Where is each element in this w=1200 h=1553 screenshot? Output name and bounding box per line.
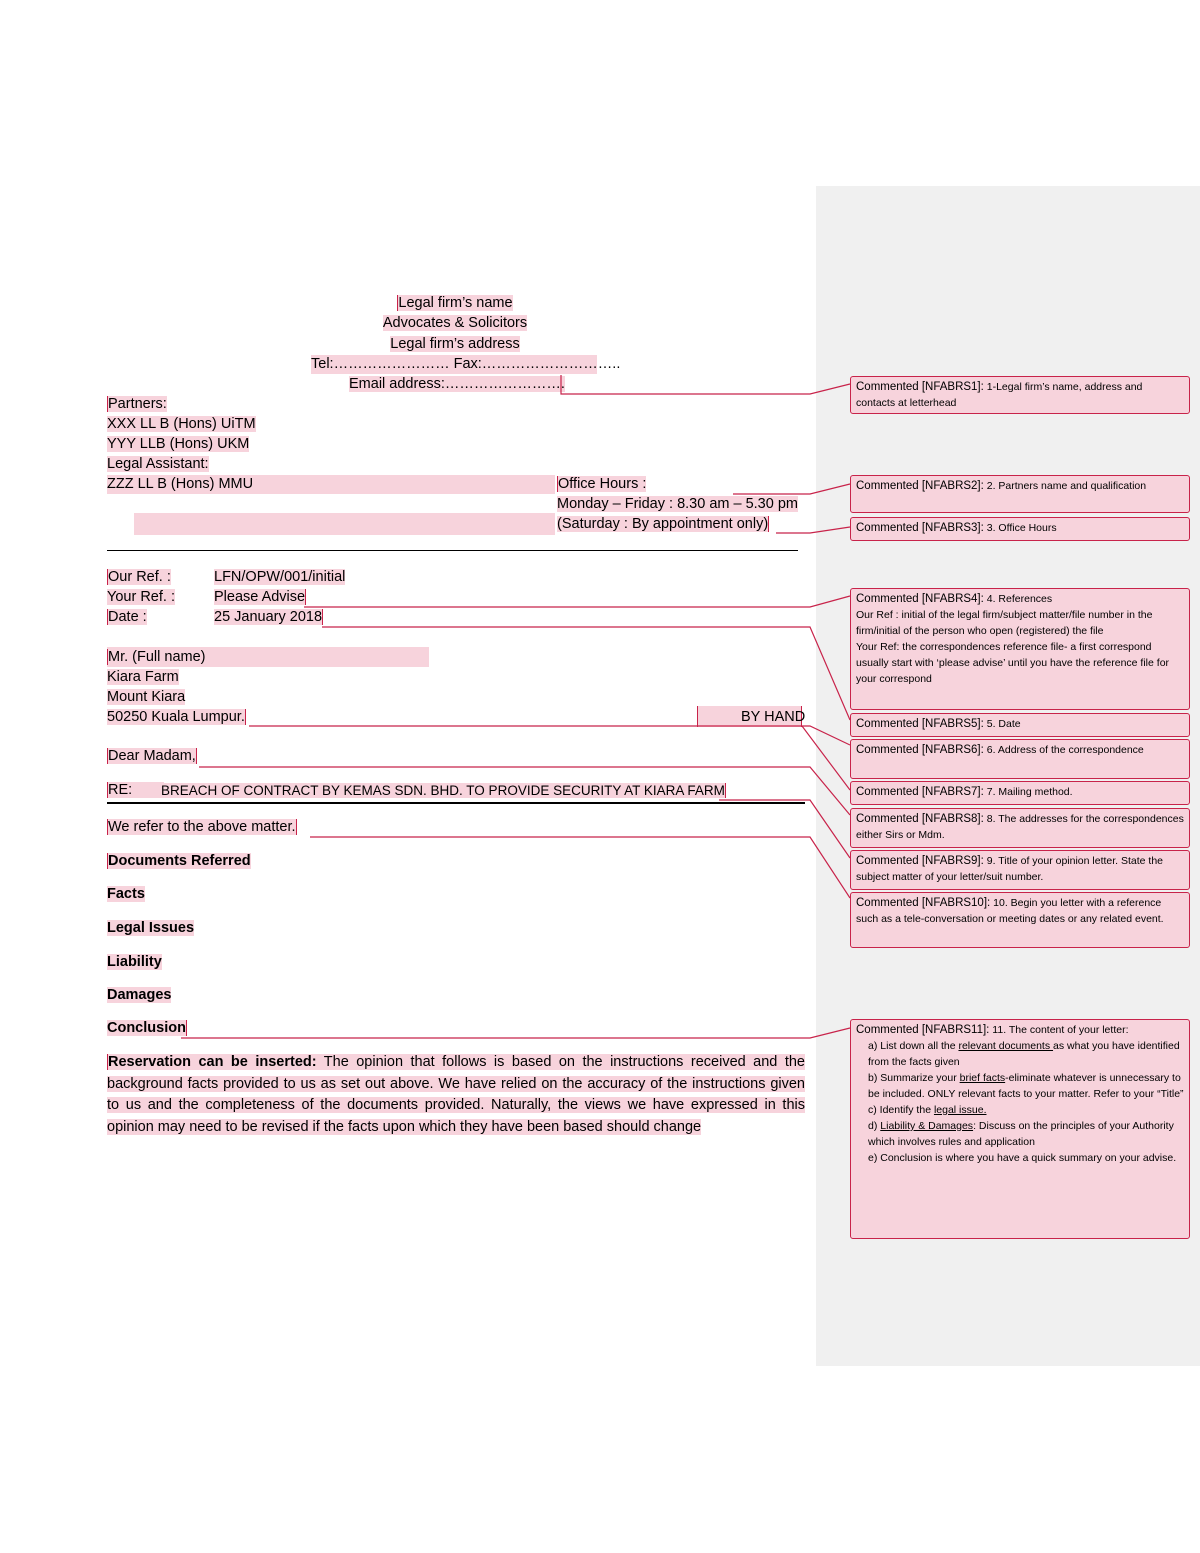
comment-3[interactable] [850,517,1190,541]
comment-7-body: 7. Mailing method. [986,786,1073,798]
legal-assistant-label: Legal Assistant: [107,456,209,472]
comment-11-item-b: b) Summarize your brief facts-eliminate whatever is unnecessary to be included. ONLY relevant facts to your matter. Refer to your “Title” [868,1072,1184,1100]
your-ref-value: Please Advise [214,589,306,605]
comment-10[interactable] [850,892,1190,948]
firm-email: Email address:……………………. [349,376,565,392]
comment-2[interactable] [850,475,1190,513]
letterhead-divider [107,550,798,551]
comment-8-head: Commented [NFABRS8]: [856,813,984,825]
firm-address: Legal firm’s address [390,336,520,352]
comment-8-body: 8. The addresses for the correspondences either Sirs or Mdm. [856,813,1184,841]
office-hours-saturday: (Saturday : By appointment only) [557,516,769,532]
comment-11-item-a: a) List down all the relevant documents as what you have identified from the facts given [868,1040,1180,1068]
section-legal-issues: Legal Issues [107,920,195,936]
section-liability: Liability [107,954,162,970]
partner-2: YYY LLB (Hons) UKM [107,436,250,452]
comment-4-your-ref: Your Ref: the correspondences reference file- a first correspond usually start with ‘please advise’ until you have the reference file for your correspond [856,641,1170,685]
comment-1-head: Commented [NFABRS1]: [856,381,984,393]
comment-11-item-c: c) Identify the legal issue. [868,1104,987,1116]
comment-11-body: 11. The content of your letter: [992,1024,1129,1036]
delivery-method: BY HAND [741,709,806,725]
comment-7-head: Commented [NFABRS7]: [856,786,984,798]
office-hours-weekdays: Monday – Friday : 8.30 am – 5.30 pm [557,496,798,512]
firm-tel-fax: Tel:…………………… Fax:……………………….. [311,356,621,372]
partners-label: Partners: [108,396,167,412]
comment-4-body: 4. References [986,593,1053,605]
comment-4-our-ref: Our Ref : initial of the legal firm/subject matter/file number in the firm/initial of the person who open (registered) the file [856,609,1153,637]
recipient-name: Mr. (Full name) [108,649,206,665]
section-facts: Facts [107,886,145,902]
office-hours-label: Office Hours : [558,476,647,492]
our-ref-value: LFN/OPW/001/initial [214,569,346,585]
date-value: 25 January 2018 [214,609,323,625]
comment-6-head: Commented [NFABRS6]: [856,744,984,756]
comment-5-head: Commented [NFABRS5]: [856,718,984,730]
reservation-text: The opinion that follows is based on the instructions received and the background facts provided to us as set out above. We have relied on the accuracy of the instructions given to us and the completeness of the documents provided. Naturally, the views we have expressed in this opinion may need to be revised if the facts upon which they have been based should change [107,1054,805,1135]
comment-7[interactable] [850,781,1190,805]
comment-4-head: Commented [NFABRS4]: [856,593,984,605]
recipient-line-3: 50250 Kuala Lumpur. [107,709,245,725]
comment-4[interactable] [850,588,1190,710]
our-ref-label: Our Ref. : [108,569,171,585]
comment-8[interactable] [850,808,1190,848]
legal-assistant-1: ZZZ LL B (Hons) MMU [107,476,254,492]
comment-9[interactable] [850,850,1190,890]
comment-2-body: 2. Partners name and qualification [986,480,1147,492]
partner-1: XXX LL B (Hons) UiTM [107,416,256,432]
subject-title: BREACH OF CONTRACT BY KEMAS SDN. BHD. TO PROVIDE SECURITY AT KIARA FARM [161,783,725,798]
comment-5-body: 5. Date [986,718,1021,730]
salutation: Dear Madam, [108,748,196,764]
comment-9-body: 9. Title of your opinion letter. State the subject matter of your letter/suit number. [856,855,1164,883]
reservation-lead: Reservation can be inserted: [108,1054,317,1070]
section-documents-referred: Documents Referred [108,853,251,869]
comment-11-item-d: d) Liability & Damages: Discuss on the principles of your Authority which involves rules and application [868,1120,1174,1148]
firm-type: Advocates & Solicitors [382,315,528,331]
comment-3-head: Commented [NFABRS3]: [856,522,984,534]
opening-line: We refer to the above matter. [108,819,296,835]
comment-10-body: 10. Begin you letter with a reference such as a tele-conversation or meeting dates or any related event. [856,897,1164,925]
comment-11-item-e: e) Conclusion is where you have a quick summary on your advise. [868,1152,1177,1164]
comment-6[interactable] [850,739,1190,779]
office-hours-highlight [134,513,555,535]
comment-11[interactable] [850,1019,1190,1239]
section-conclusion: Conclusion [107,1020,186,1036]
subject-underline [107,802,805,804]
recipient-line-2: Mount Kiara [107,689,186,705]
your-ref-label: Your Ref. : [107,589,175,605]
comment-3-body: 3. Office Hours [986,522,1057,534]
comment-2-head: Commented [NFABRS2]: [856,480,984,492]
comment-6-body: 6. Address of the correspondence [986,744,1144,756]
comment-5[interactable] [850,713,1190,737]
comment-10-head: Commented [NFABRS10]: [856,897,991,909]
firm-name: Legal firm’s name [398,295,513,311]
reservation-paragraph [107,1052,805,1138]
comment-11-head: Commented [NFABRS11]: [856,1024,990,1036]
comment-1[interactable] [850,376,1190,414]
date-label: Date : [108,609,147,625]
section-damages: Damages [107,987,172,1003]
recipient-line-1: Kiara Farm [107,669,179,685]
comment-1-body: 1-Legal firm’s name, address and contacts at letterhead [856,381,1143,409]
comment-9-head: Commented [NFABRS9]: [856,855,984,867]
subject-re: RE: [107,781,164,800]
